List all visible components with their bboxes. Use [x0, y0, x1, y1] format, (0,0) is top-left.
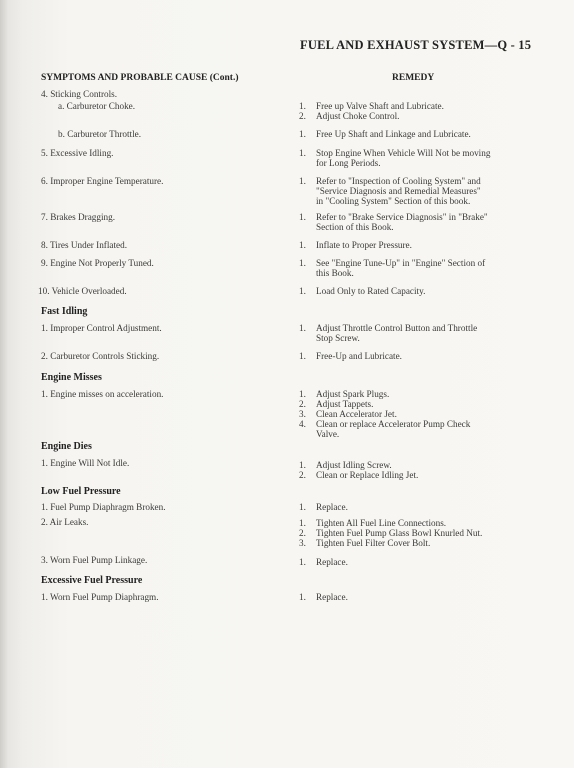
remedy-text: Clean Accelerator Jet. — [316, 409, 397, 419]
symptom-10: 10. Vehicle Overloaded. — [38, 286, 127, 296]
section-fast-idling: Fast Idling — [41, 306, 88, 317]
fast-idling-2: 2. Carburetor Controls Sticking. — [41, 351, 160, 361]
remedy-text: Valve. — [316, 429, 340, 439]
symptoms-column-header: SYMPTOMS AND PROBABLE CAUSE (Cont.) — [41, 73, 239, 83]
excessive-fuel-1: 1. Worn Fuel Pump Diaphragm. — [41, 592, 159, 602]
remedy-text: Stop Screw. — [316, 333, 360, 343]
remedy-text: Replace. — [316, 502, 348, 512]
remedy-text: Inflate to Proper Pressure. — [316, 240, 412, 250]
remedy-number: 1. — [299, 557, 306, 567]
remedy-number: 1. — [299, 389, 306, 399]
remedy-text: Adjust Spark Plugs. — [316, 389, 390, 399]
fast-idling-1: 1. Improper Control Adjustment. — [41, 323, 162, 333]
remedy-text: Section of this Book. — [316, 222, 394, 232]
remedy-number: 1. — [299, 148, 306, 158]
remedy-text: Clean or replace Accelerator Pump Check — [316, 419, 471, 429]
symptom-6: 6. Improper Engine Temperature. — [41, 176, 164, 186]
remedy-text: Tighten All Fuel Line Connections. — [316, 518, 447, 528]
remedy-number: 4. — [299, 419, 306, 429]
remedy-number: 3. — [299, 538, 306, 548]
remedy-text: "Service Diagnosis and Remedial Measures" — [316, 186, 481, 196]
remedy-text: Free up Valve Shaft and Lubricate. — [316, 101, 444, 111]
remedy-number: 1. — [299, 258, 306, 268]
low-fuel-1: 1. Fuel Pump Diaphragm Broken. — [41, 502, 166, 512]
remedy-number: 1. — [299, 129, 306, 139]
remedy-text: Replace. — [316, 592, 348, 602]
remedy-number: 1. — [299, 176, 306, 186]
remedy-column-header: REMEDY — [392, 73, 435, 83]
remedy-number: 1. — [299, 212, 306, 222]
remedy-text: in "Cooling System" Section of this book. — [316, 196, 471, 206]
remedy-number: 1. — [299, 240, 306, 250]
remedy-text: Load Only to Rated Capacity. — [316, 286, 426, 296]
remedy-number: 2. — [299, 528, 306, 538]
remedy-number: 2. — [299, 470, 306, 480]
section-excessive-fuel-pressure: Excessive Fuel Pressure — [41, 575, 143, 586]
remedy-text: Free-Up and Lubricate. — [316, 351, 402, 361]
symptom-4: 4. Sticking Controls. — [41, 89, 118, 99]
remedy-text: this Book. — [316, 268, 354, 278]
remedy-text: Adjust Tappets. — [316, 399, 374, 409]
remedy-number: 2. — [299, 111, 306, 121]
low-fuel-2: 2. Air Leaks. — [41, 517, 89, 527]
remedy-text: Adjust Idling Screw. — [316, 460, 392, 470]
remedy-text: Free Up Shaft and Linkage and Lubricate. — [316, 129, 471, 139]
remedy-text: Tighten Fuel Filter Cover Bolt. — [316, 538, 431, 548]
low-fuel-3: 3. Worn Fuel Pump Linkage. — [41, 555, 148, 565]
remedy-number: 3. — [299, 409, 306, 419]
page-title: FUEL AND EXHAUST SYSTEM—Q - 15 — [300, 38, 532, 52]
remedy-number: 1. — [299, 286, 306, 296]
section-engine-misses: Engine Misses — [41, 372, 102, 383]
remedy-text: Adjust Choke Control. — [316, 111, 400, 121]
section-low-fuel-pressure: Low Fuel Pressure — [41, 486, 121, 497]
symptom-7: 7. Brakes Dragging. — [41, 212, 115, 222]
remedy-text: Refer to "Brake Service Diagnosis" in "Brake" — [316, 212, 488, 222]
remedy-number: 1. — [299, 323, 306, 333]
remedy-text: See "Engine Tune-Up" in "Engine" Section of — [316, 258, 486, 268]
remedy-number: 1. — [299, 502, 306, 512]
remedy-number: 1. — [299, 592, 306, 602]
symptom-4b: b. Carburetor Throttle. — [58, 129, 142, 139]
remedy-text: Clean or Replace Idling Jet. — [316, 470, 419, 480]
remedy-text: Stop Engine When Vehicle Will Not be moving — [316, 148, 491, 158]
remedy-number: 1. — [299, 518, 306, 528]
page-binding-edge — [0, 0, 8, 768]
remedy-text: for Long Periods. — [316, 158, 381, 168]
remedy-text: Tighten Fuel Pump Glass Bowl Knurled Nut. — [316, 528, 483, 538]
remedy-number: 1. — [299, 460, 306, 470]
symptom-8: 8. Tires Under Inflated. — [41, 240, 127, 250]
remedy-text: Refer to "Inspection of Cooling System" and — [316, 176, 481, 186]
section-engine-dies: Engine Dies — [41, 441, 92, 452]
engine-dies-1: 1. Engine Will Not Idle. — [41, 458, 130, 468]
remedy-number: 1. — [299, 351, 306, 361]
remedy-text: Adjust Throttle Control Button and Throttle — [316, 323, 478, 333]
remedy-number: 2. — [299, 399, 306, 409]
symptom-4a: a. Carburetor Choke. — [58, 101, 136, 111]
engine-misses-1: 1. Engine misses on acceleration. — [41, 389, 164, 399]
symptom-5: 5. Excessive Idling. — [41, 148, 114, 158]
symptom-9: 9. Engine Not Properly Tuned. — [41, 258, 154, 268]
remedy-number: 1. — [299, 101, 306, 111]
remedy-text: Replace. — [316, 557, 348, 567]
